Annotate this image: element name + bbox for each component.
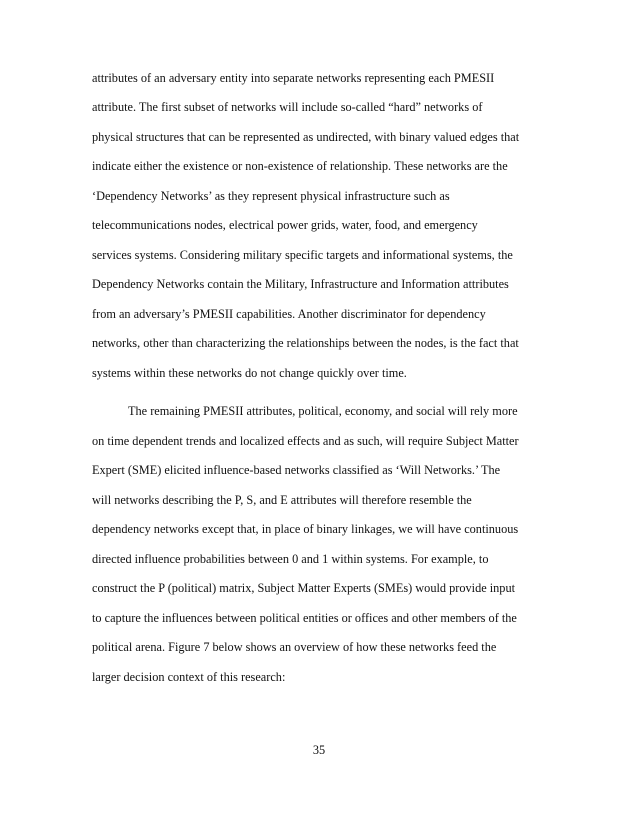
- paragraph-line: construct the P (political) matrix, Subject Matter Experts (SMEs) would provide input: [92, 581, 516, 595]
- paragraph-line: attributes of an adversary entity into separate networks representing each PMESII: [92, 71, 495, 85]
- paragraph-line: larger decision context of this research:: [92, 670, 286, 684]
- paragraph-line: indicate either the existence or non-existence of relationship. These networks are the: [92, 159, 508, 173]
- paragraph-line: ‘Dependency Networks’ as they represent physical infrastructure such as: [92, 189, 450, 203]
- paragraph-line: Expert (SME) elicited influence-based networks classified as ‘Will Networks.’ The: [92, 463, 501, 477]
- paragraph-line: The remaining PMESII attributes, political, economy, and social will rely more: [128, 404, 518, 418]
- paragraph-line: attribute. The first subset of networks will include so-called “hard” networks of: [92, 100, 483, 114]
- paragraph-line: dependency networks except that, in place of binary linkages, we will have continuous: [92, 522, 519, 536]
- paragraph-line: systems within these networks do not change quickly over time.: [92, 366, 407, 380]
- paragraph-line: Dependency Networks contain the Military, Infrastructure and Information attributes: [92, 277, 509, 291]
- paragraph-line: to capture the influences between political entities or offices and other members of the: [92, 611, 517, 625]
- page-number: 35: [312, 743, 326, 757]
- paragraph-line: networks, other than characterizing the relationships between the nodes, is the fact that: [92, 336, 519, 350]
- paragraph-line: physical structures that can be represented as undirected, with binary valued edges that: [92, 130, 520, 144]
- paragraph-line: directed influence probabilities between 0 and 1 within systems. For example, to: [92, 552, 489, 566]
- paragraph-line: political arena. Figure 7 below shows an overview of how these networks feed the: [92, 640, 497, 654]
- paragraph-line: on time dependent trends and localized effects and as such, will require Subject Matter: [92, 434, 519, 448]
- paragraph-line: will networks describing the P, S, and E attributes will therefore resemble the: [92, 493, 472, 507]
- paragraph-line: telecommunications nodes, electrical power grids, water, food, and emergency: [92, 218, 478, 232]
- paragraph-line: services systems. Considering military specific targets and informational systems, the: [92, 248, 513, 262]
- paragraph-line: from an adversary’s PMESII capabilities. Another discriminator for dependency: [92, 307, 486, 321]
